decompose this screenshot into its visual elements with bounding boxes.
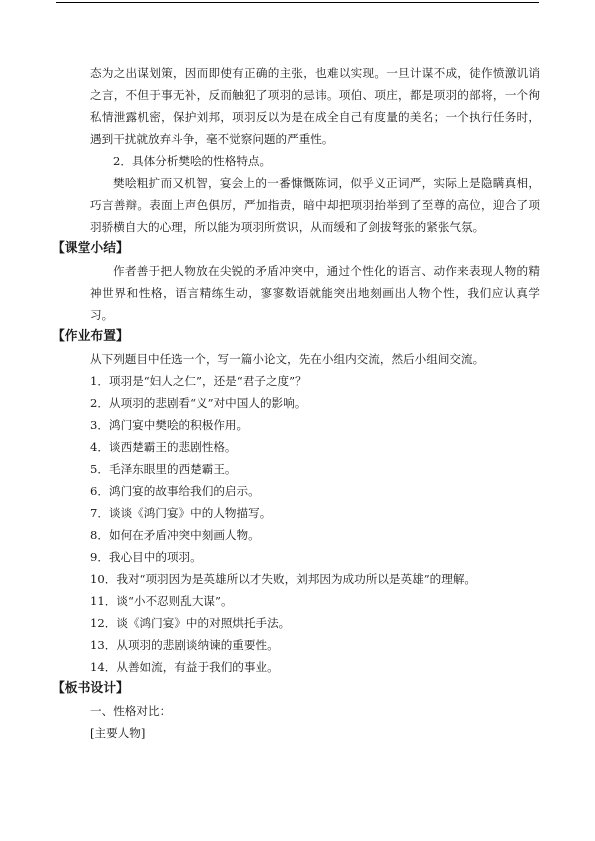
continuation-paragraph: 态为之出谋划策，因而即使有正确的主张，也难以实现。一旦计谋不成，徒作愤激讥诮之言，不但于事无补，反而触犯了项羽的忌讳。项伯、项庄，都是项羽的部将，一个徇私情泄露机密，保护刘邦，项羽反以为是在成全自己有度量的美名；一个执行任务时，遇到干扰就放弃斗争，毫不觉察问题的严重性。 <box>90 66 540 146</box>
board-line-personality-comparison: 一、性格对比： <box>90 704 172 718</box>
heading-board-design: 【板书设计】 <box>52 681 129 696</box>
heading-homework: 【作业布置】 <box>52 329 129 344</box>
list-item: 14．从善如流，有益于我们的事业。 <box>90 660 279 674</box>
page-top-rule <box>56 2 539 3</box>
fankuai-analysis-paragraph: 樊哙粗扩而又机智，宴会上的一番慷慨陈词，似乎义正词严，实际上是隐瞒真相，巧言善辩。表面上声色俱厉，严加指责，暗中却把项羽抬举到了至尊的高位，迎合了项羽骄横自大的心理，所以能为项羽所赏识，从而缓和了剑拔弩张的紧张气氛。 <box>90 176 540 234</box>
list-item: 1．项羽是“妇人之仁”，还是“君子之度”？ <box>90 374 307 388</box>
subpoint-fankuai: 2．具体分析樊哙的性格特点。 <box>113 154 272 168</box>
list-item: 2．从项羽的悲剧看“义”对中国人的影响。 <box>90 396 307 410</box>
list-item: 8．如何在矛盾冲突中刻画人物。 <box>90 528 260 542</box>
list-item: 10．我对“项羽因为是英雄所以才失败，刘邦因为成功所以是英雄”的理解。 <box>90 572 477 586</box>
list-item: 9．我心目中的项羽。 <box>90 550 202 564</box>
homework-intro: 从下列题目中任选一个，写一篇小论文，先在小组内交流，然后小组间交流。 <box>90 352 485 366</box>
board-line-main-characters: [主要人物] <box>90 726 146 740</box>
list-item: 6．鸿门宴的故事给我们的启示。 <box>90 484 260 498</box>
list-item: 12．谈《鸿门宴》中的对照烘托手法。 <box>90 616 291 630</box>
list-item: 13．从项羽的悲剧谈纳谏的重要性。 <box>90 638 279 652</box>
heading-class-summary: 【课堂小结】 <box>52 241 129 256</box>
homework-topic-list <box>90 370 540 678</box>
list-item: 3．鸿门宴中樊哙的积极作用。 <box>90 418 249 432</box>
list-item: 7．谈谈《鸿门宴》中的人物描写。 <box>90 506 272 520</box>
document-body <box>52 62 540 744</box>
list-item: 5．毛泽东眼里的西楚霸王。 <box>90 462 237 476</box>
class-summary-text: 作者善于把人物放在尖锐的矛盾冲突中，通过个性化的语言、动作来表现人物的精神世界和性格，语言精练生动，寥寥数语就能突出地刻画出人物个性，我们应认真学习。 <box>90 264 540 322</box>
list-item: 4．谈西楚霸王的悲剧性格。 <box>90 440 237 454</box>
list-item: 11．谈“小不忍则乱大谋”。 <box>90 594 233 608</box>
